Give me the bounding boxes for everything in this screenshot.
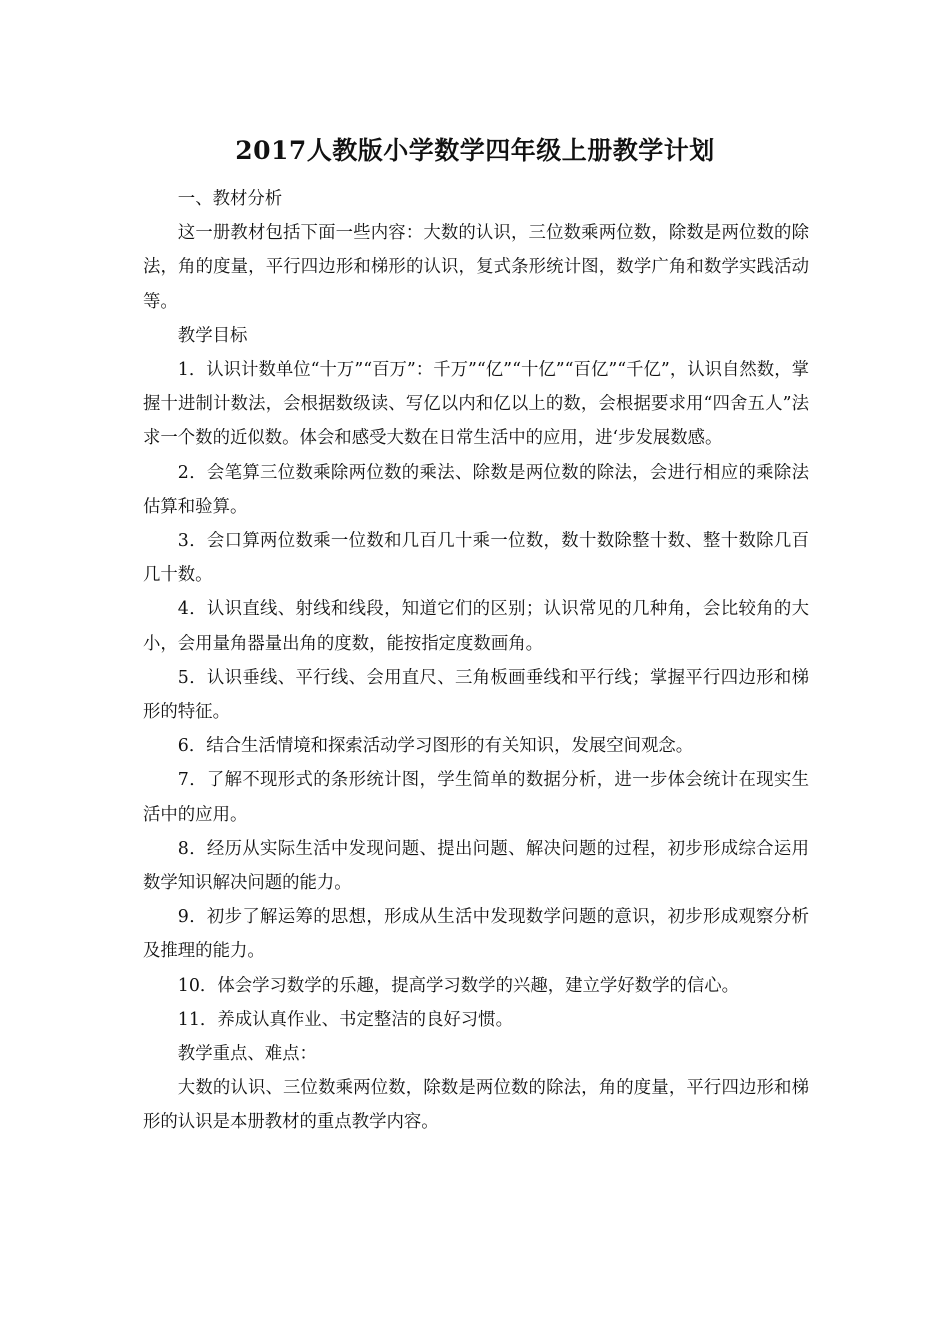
paragraph-key-points: 大数的认识、三位数乘两位数，除数是两位数的除法，角的度量，平行四边形和梯形的认识是本册教材的重点教学内容。 — [143, 1078, 809, 1133]
document-body — [143, 182, 809, 1140]
goal-item-2: 2．会笔算三位数乘除两位数的乘法、除数是两位数的除法，会进行相应的乘除法估算和验算。 — [143, 462, 809, 517]
goal-item-7: 7．了解不现形式的条形统计图，学生简单的数据分析，进一步体会统计在现实生活中的应用。 — [143, 770, 809, 825]
goal-item-8: 8．经历从实际生活中发现问题、提出问题、解决问题的过程，初步形成综合运用数学知识解决问题的能力。 — [143, 838, 809, 894]
goal-item-5: 5．认识垂线、平行线、会用直尺、三角板画垂线和平行线；掌握平行四边形和梯形的特征。 — [143, 667, 809, 723]
goal-item-9: 9．初步了解运筹的思想，形成从生活中发现数学问题的意识，初步形成观察分析及推理的能力。 — [143, 907, 809, 962]
goal-item-11: 11．养成认真作业、书定整洁的良好习惯。 — [177, 1009, 513, 1030]
goal-item-1: 1．认识计数单位“十万”“百万”：千万”“亿”“十亿”“百亿”“千亿”，认识自然数，掌握十进制计数法，会根据数级读、写亿以内和亿以上的数，会根据要求用“四舍五人”法求一个数的近似数。体会和感受大数在日常生活中的应用，进‘步发展数感。 — [143, 360, 809, 449]
section-heading-key-points: 教学重点、难点： — [177, 1044, 317, 1065]
section-heading-textbook-analysis: 一、教材分析 — [177, 189, 283, 209]
goal-item-3: 3．会口算两位数乘一位数和几百几十乘一位数，数十数除整十数、整十数除几百几十数。 — [143, 531, 809, 586]
goal-item-10: 10．体会学习数学的乐趣，提高学习数学的兴趣，建立学好数学的信心。 — [177, 975, 740, 996]
goal-item-4: 4．认识直线、射线和线段，知道它们的区别；认识常见的几种角，会比较角的大小，会用量角器量出角的度数，能按指定度数画角。 — [143, 599, 809, 654]
paragraph-textbook-content: 这一册教材包括下面一些内容：大数的认识，三位数乘两位数，除数是两位数的除法，角的度量，平行四边形和梯形的认识，复式条形统计图，数学广角和数学实践活动等。 — [143, 223, 809, 312]
goal-item-6: 6．结合生活情境和探索活动学习图形的有关知识，发展空间观念。 — [177, 736, 694, 757]
document-title: 2017人教版小学数学四年级上册教学计划 — [235, 136, 715, 165]
section-heading-teaching-goals: 教学目标 — [177, 325, 248, 346]
